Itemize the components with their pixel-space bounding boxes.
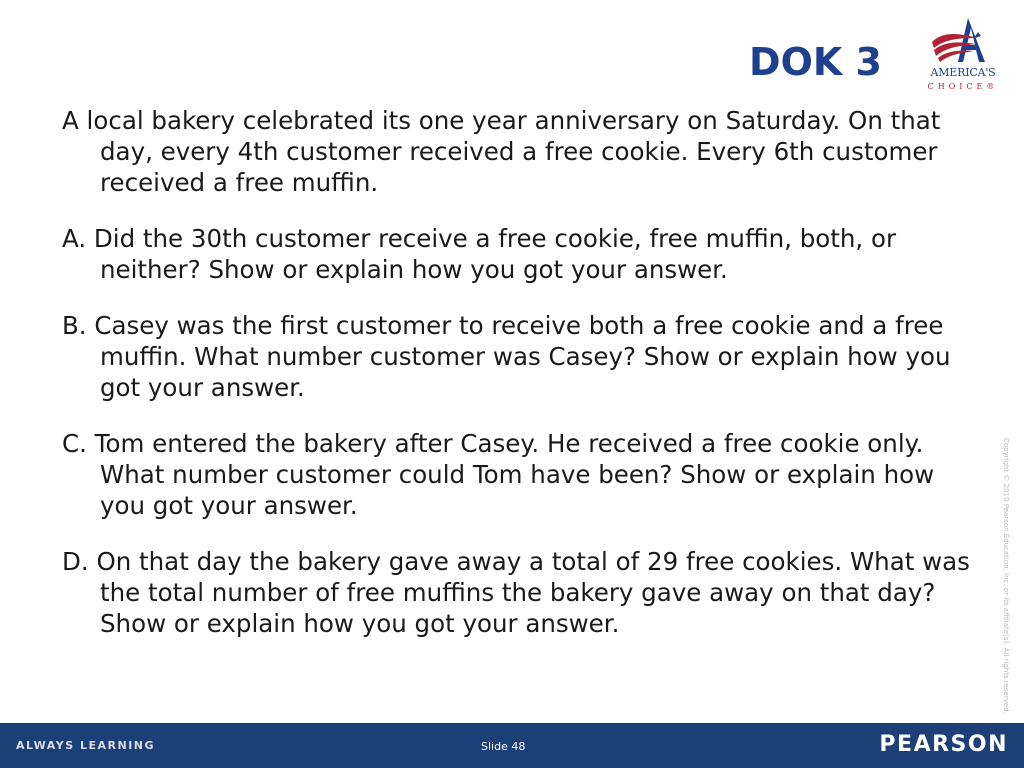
footer-tagline: ALWAYS LEARNING xyxy=(16,739,156,752)
slide-title: DOK 3 xyxy=(749,40,882,84)
question-a: A. Did the 30th customer receive a free cookie, free muffin, both, or neither? Show or explain how you got your answer. xyxy=(62,224,897,284)
intro-paragraph: A local bakery celebrated its one year anniversary on Saturday. On that day, every 4th customer received a free cookie. Every 6th customer received a free muffin. xyxy=(62,106,941,197)
question-c: C. Tom entered the bakery after Casey. He received a free cookie only. What number customer could Tom have been? Show or explain how you got your answer. xyxy=(62,429,935,520)
logo-subword: CHOICE® xyxy=(927,82,999,91)
copyright-notice: Copyright © 2010 Pearson Education, Inc. or its affiliate(s). All rights reserved. xyxy=(1002,438,1010,714)
logo-wordmark: AMERICA'S xyxy=(930,66,996,79)
americas-choice-logo-icon xyxy=(918,16,1008,68)
americas-choice-logo xyxy=(918,16,1008,96)
pearson-logo: PEARSON xyxy=(879,732,1008,757)
question-b: B. Casey was the first customer to receive both a free cookie and a free muffin. What number customer was Casey? Show or explain how you got your answer. xyxy=(62,311,951,402)
footer-bar xyxy=(0,723,1024,768)
slide-number: Slide 48 xyxy=(481,740,526,753)
question-list xyxy=(62,105,982,664)
question-d: D. On that day the bakery gave away a total of 29 free cookies. What was the total number of free muffins the bakery gave away on that day? Show or explain how you got your answer. xyxy=(62,547,970,638)
